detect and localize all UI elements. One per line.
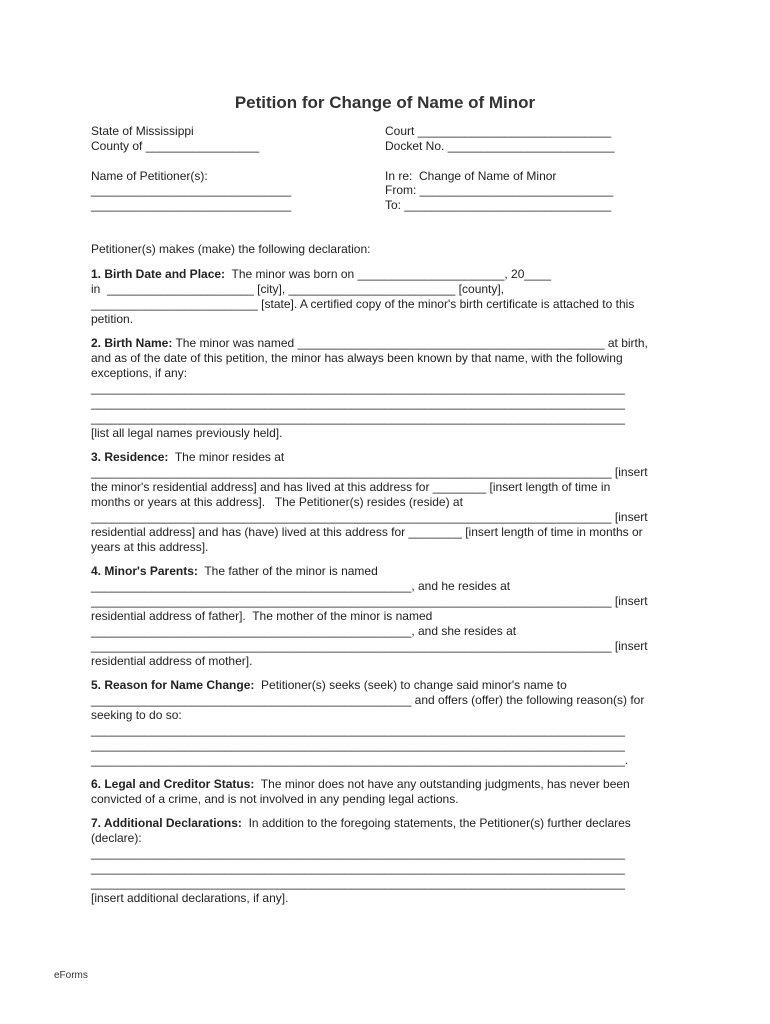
section-4-line: residential address of mother]. bbox=[91, 654, 253, 668]
section-6-line: convicted of a crime, and is not involved in any pending legal actions. bbox=[91, 792, 459, 806]
blank-line: ________________________________________________________________________________ bbox=[91, 411, 625, 425]
page-title: Petition for Change of Name of Minor bbox=[234, 93, 536, 112]
section-2-heading: 2. Birth Name: bbox=[91, 336, 173, 350]
section-7-line: [insert additional declarations, if any]. bbox=[91, 891, 289, 905]
court-line: Court _____________________________ bbox=[385, 124, 612, 138]
footer-brand: eForms bbox=[54, 970, 88, 981]
section-4-line: ________________________________________________, and she resides at bbox=[91, 624, 517, 638]
in-re-line: In re: Change of Name of Minor bbox=[385, 169, 557, 183]
blank-line: ________________________________________________________________________________ bbox=[91, 723, 625, 737]
blank-line: ________________________________________________________________________________ bbox=[91, 846, 625, 860]
section-1-line: petition. bbox=[91, 312, 134, 326]
county-line: County of _________________ bbox=[91, 139, 260, 153]
section-4-line: residential address of father]. The mother of the minor is named bbox=[91, 609, 433, 623]
blank-line: ________________________________________________________________________________. bbox=[91, 753, 629, 767]
section-4-heading: 4. Minor's Parents: bbox=[91, 564, 198, 578]
section-5-line: ________________________________________________ and offers (offer) the following reason(s) for bbox=[91, 693, 645, 707]
petitioner-label: Name of Petitioner(s): bbox=[91, 169, 208, 183]
section-6-heading: 6. Legal and Creditor Status: bbox=[91, 777, 255, 791]
section-4-line: 4. Minor's Parents: The father of the minor is named bbox=[91, 564, 378, 578]
section-1-line: _________________________ [state]. A certified copy of the minor's birth certificate is attached to this bbox=[91, 297, 635, 311]
section-3-line: ______________________________________________________________________________ [insert bbox=[91, 510, 648, 524]
section-1-line: 1. Birth Date and Place: The minor was born on ______________________, 20____ bbox=[91, 267, 552, 281]
section-2-line: exceptions, if any: bbox=[91, 366, 188, 380]
blank-line: ________________________________________________________________________________ bbox=[91, 738, 625, 752]
section-3-line: ______________________________________________________________________________ [insert bbox=[91, 465, 648, 479]
section-3-line: years at this address]. bbox=[91, 540, 209, 554]
section-2-line: and as of the date of this petition, the minor has always been known by that name, with the following bbox=[91, 351, 623, 365]
petitioner-blank-line: ______________________________ bbox=[91, 198, 292, 212]
section-3-line: the minor's residential address] and has lived at this address for ________ [insert length of time in bbox=[91, 480, 611, 494]
section-4-line: ______________________________________________________________________________ [insert bbox=[91, 594, 648, 608]
blank-line: ________________________________________________________________________________ bbox=[91, 396, 625, 410]
section-5-heading: 5. Reason for Name Change: bbox=[91, 678, 255, 692]
section-4-line: ________________________________________________, and he resides at bbox=[91, 579, 511, 593]
section-3-line: residential address] and has (have) lived at this address for ________ [insert length of time in months or bbox=[91, 525, 643, 539]
section-1-line: in ______________________ [city], _________________________ [county], bbox=[91, 282, 505, 296]
docket-line: Docket No. _________________________ bbox=[385, 139, 615, 153]
from-line: From: _____________________________ bbox=[385, 183, 614, 197]
section-6-line: 6. Legal and Creditor Status: The minor does not have any outstanding judgments, has never been bbox=[91, 777, 630, 791]
section-3-line: months or years at this address]. The Petitioner(s) resides (reside) at bbox=[91, 495, 463, 509]
section-7-heading: 7. Additional Declarations: bbox=[91, 816, 242, 830]
blank-line: ________________________________________________________________________________ bbox=[91, 861, 625, 875]
section-7-line: (declare): bbox=[91, 831, 142, 845]
section-4-line: ______________________________________________________________________________ [insert bbox=[91, 639, 648, 653]
blank-line: ________________________________________________________________________________ bbox=[91, 876, 625, 890]
section-3-heading: 3. Residence: bbox=[91, 450, 169, 464]
to-line: To: _______________________________ bbox=[385, 198, 612, 212]
section-5-line: seeking to do so: bbox=[91, 708, 182, 722]
section-2-line: [list all legal names previously held]. bbox=[91, 426, 283, 440]
section-5-line: 5. Reason for Name Change: Petitioner(s) seeks (seek) to change said minor's name to bbox=[91, 678, 567, 692]
state-line: State of Mississippi bbox=[91, 124, 194, 138]
section-2-line: 2. Birth Name: The minor was named ______________________________________________ at birth, bbox=[91, 336, 648, 350]
section-7-line: 7. Additional Declarations: In addition to the foregoing statements, the Petitioner(s) further declares bbox=[91, 816, 631, 830]
intro-line: Petitioner(s) makes (make) the following declaration: bbox=[91, 242, 371, 256]
petitioner-blank-line: ______________________________ bbox=[91, 183, 292, 197]
section-3-line: 3. Residence: The minor resides at bbox=[91, 450, 285, 464]
section-1-heading: 1. Birth Date and Place: bbox=[91, 267, 226, 281]
blank-line: ________________________________________________________________________________ bbox=[91, 381, 625, 395]
